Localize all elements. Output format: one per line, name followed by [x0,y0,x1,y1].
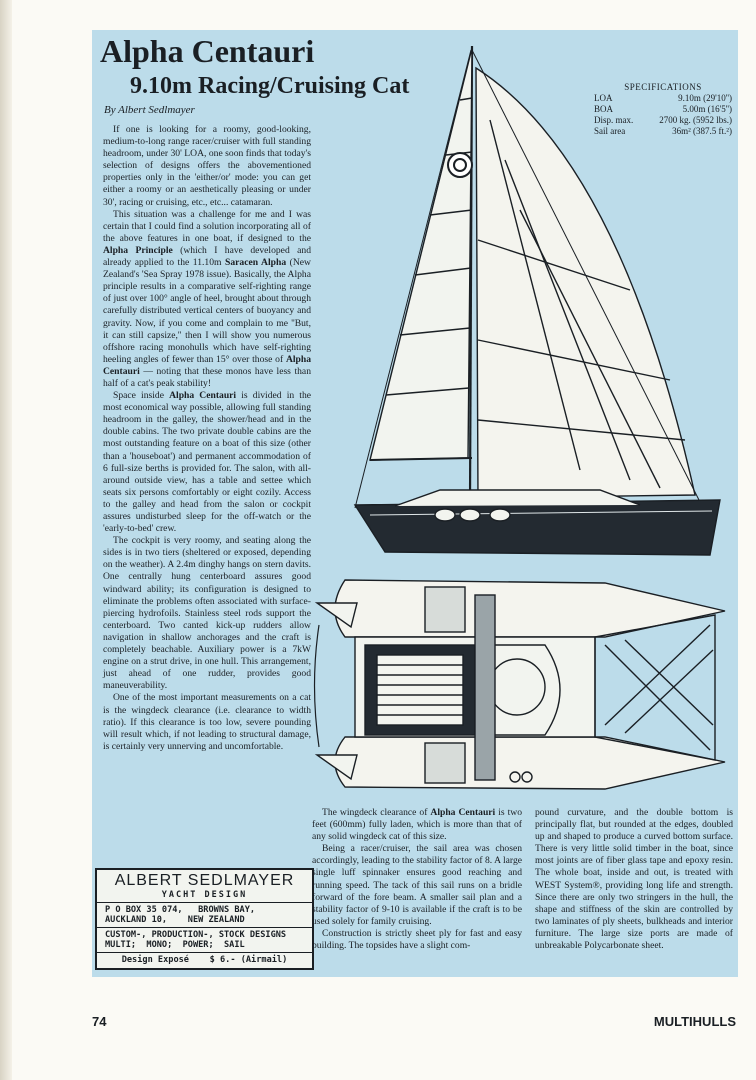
ad-services-line: CUSTOM-, PRODUCTION-, STOCK DESIGNS [105,930,287,940]
spec-label: Disp. max. [594,115,634,125]
spec-value: 2700 kg. (5952 lbs.) [659,115,732,125]
paragraph: The cockpit is very roomy, and seating along the sides is in two tiers (sheltered or exposed, depending on the weather). A 2.4m dinghy hangs on stern davits. One centrally hung centerboard assures good windward ability; its configuration is designed to eliminate the problems often associated with surface-piercing hydrofoils. Stainless steel rods support the centerboard. Two canted kick-up rudders allow navigation in shallow anchorages and the craft is completely beachable. Auxiliary power is a 7kW engine on a strut drive, in one hull. This arrangement, just ahead of one rudder, provides good maneuverability. [103,535,311,692]
ad-divider [97,952,312,953]
spec-row [594,93,732,104]
spec-value: 5.00m (16'5'') [682,104,732,114]
emphasis: Alpha Principle [103,244,173,256]
article-column-right [535,807,733,952]
designer-advertisement [95,868,314,970]
ad-address-line: AUCKLAND 10, NEW ZEALAND [105,915,245,925]
paragraph: The wingdeck clearance of Alpha Centauri is two feet (600mm) fully laden, which is more than that of any solid wingdeck cat of this size. [312,807,522,843]
specifications-heading: SPECIFICATIONS [624,82,702,92]
page-number: 74 [92,1014,107,1029]
spec-label: LOA [594,93,613,103]
paragraph: Space inside Alpha Centauri is divided in the most economical way possible, allowing full standing headroom in the galley, the shower/head and in the double cabins. The two private double cabins are the most outstanding feature on a boat of this size (other than a 'houseboat') and permanent accommodation of 6 full-size berths is provided for. The salon, with all-around outside view, has a table and settee which seats six persons comfortably or eight cozily. Access to the galley and head from the salon or cockpit assures undisturbed sleep for the off-watch or the 'early-to-bed' crew. [103,390,312,535]
ad-subtitle: YACHT DESIGN [161,890,248,900]
spec-row [594,126,732,137]
article-column-middle [312,807,522,952]
article-byline: By Albert Sedlmayer [104,104,195,116]
paragraph: This situation was a challenge for me and I was certain that I could find a solution incorporating all of the above features in one boat, if designed to the Alpha Principle (which I have developed and already applied to the 11.10m Saracen Alpha (New Zealand's 'Sea Spray 1978 issue). Basically, the Alpha principle results in a comparative self-righting range of just over 100° angle of heel, brought about through carefully distributed vertical centers of buoyancy and gravity. Now, if you come and complain to me ''But, it can still capsize,'' then I will show you numerous offshore racing monohulls which have self-righting heeling angles of fewer than 15° over those of Alpha Centauri — noting that these monos have less than half of a cat's peak stability! [103,208,311,389]
emphasis: Alpha Centauri [169,390,237,402]
spec-label: Sail area [594,126,626,136]
spec-row [594,104,732,115]
paragraph: One of the most important measurements on a cat is the wingdeck clearance (i.e. clearance to width ratio). If this clearance is too low, severe pounding will result which, if not leading to structural damage, is certainly very unnerving and uncomfortable. [103,692,311,752]
ad-divider [97,927,312,928]
deck-plan-drawing [305,575,730,800]
ad-design-expose: Design Exposé $ 6.- (Airmail) [121,955,288,965]
magazine-name: MULTIHULLS [653,1014,736,1029]
emphasis: Alpha Centauri [430,807,496,818]
page-binding-edge [0,0,12,1080]
ad-divider [97,902,312,903]
paragraph: pound curvature, and the double bottom is principally flat, but rounded at the edges, doubled up and shaped to produce a curved bottom surface. There is very little solid timber in the boat, since most joints are of fiber glass tape and epoxy resin. The whole boat, inside and out, is treated with WEST System®, providing long life and strength. Since there are only two stringers in the hull, the shape and stiffness of the skin are controlled by two laminates of ply sheets, bulkheads and interior furniture. The large size ports are made of unbreakable Polycarbonate sheet. [535,807,733,952]
specifications-table [594,82,732,137]
paragraph: Construction is strictly sheet ply for fast and easy building. The topsides have a slight com- [312,927,522,952]
paragraph: If one is looking for a roomy, good-looking, medium-to-long range racer/cruiser with full standing headroom, under 30' LOA, one soon finds that today's selection of designs offers the abovementioned properties only in the 'either/or' mode: you can get either a roomy or an aesthetically pleasing or under 30', racing or cruising, etc., etc... catamaran. [103,124,311,208]
spec-value: 36m² (387.5 ft.²) [672,126,732,136]
ad-designer-name: ALBERT SEDLMAYER [114,872,295,889]
ad-address-line: P O BOX 35 074, BROWNS BAY, [105,905,256,915]
spec-value: 9.10m (29'10'') [678,93,732,103]
article-column-left [103,124,311,753]
paragraph: Being a racer/cruiser, the sail area was chosen accordingly, leading to the stability factor of 8. A large single luff spinnaker ensures good reaching and running speed. The tack of this sail runs on a bridle forward of the fore beam. A smaller sail plan and a stability factor of 9-10 is available if the craft is to be used solely for family cruising. [312,843,522,927]
emphasis: Alpha Centauri [103,353,311,377]
article-subtitle: 9.10m Racing/Cruising Cat [130,73,410,99]
article-title: Alpha Centauri [100,33,315,69]
spec-row [594,115,732,126]
ad-services-line: MULTI; MONO; POWER; SAIL [105,940,245,950]
emphasis: Saracen Alpha [225,257,287,269]
spec-label: BOA [594,104,614,114]
